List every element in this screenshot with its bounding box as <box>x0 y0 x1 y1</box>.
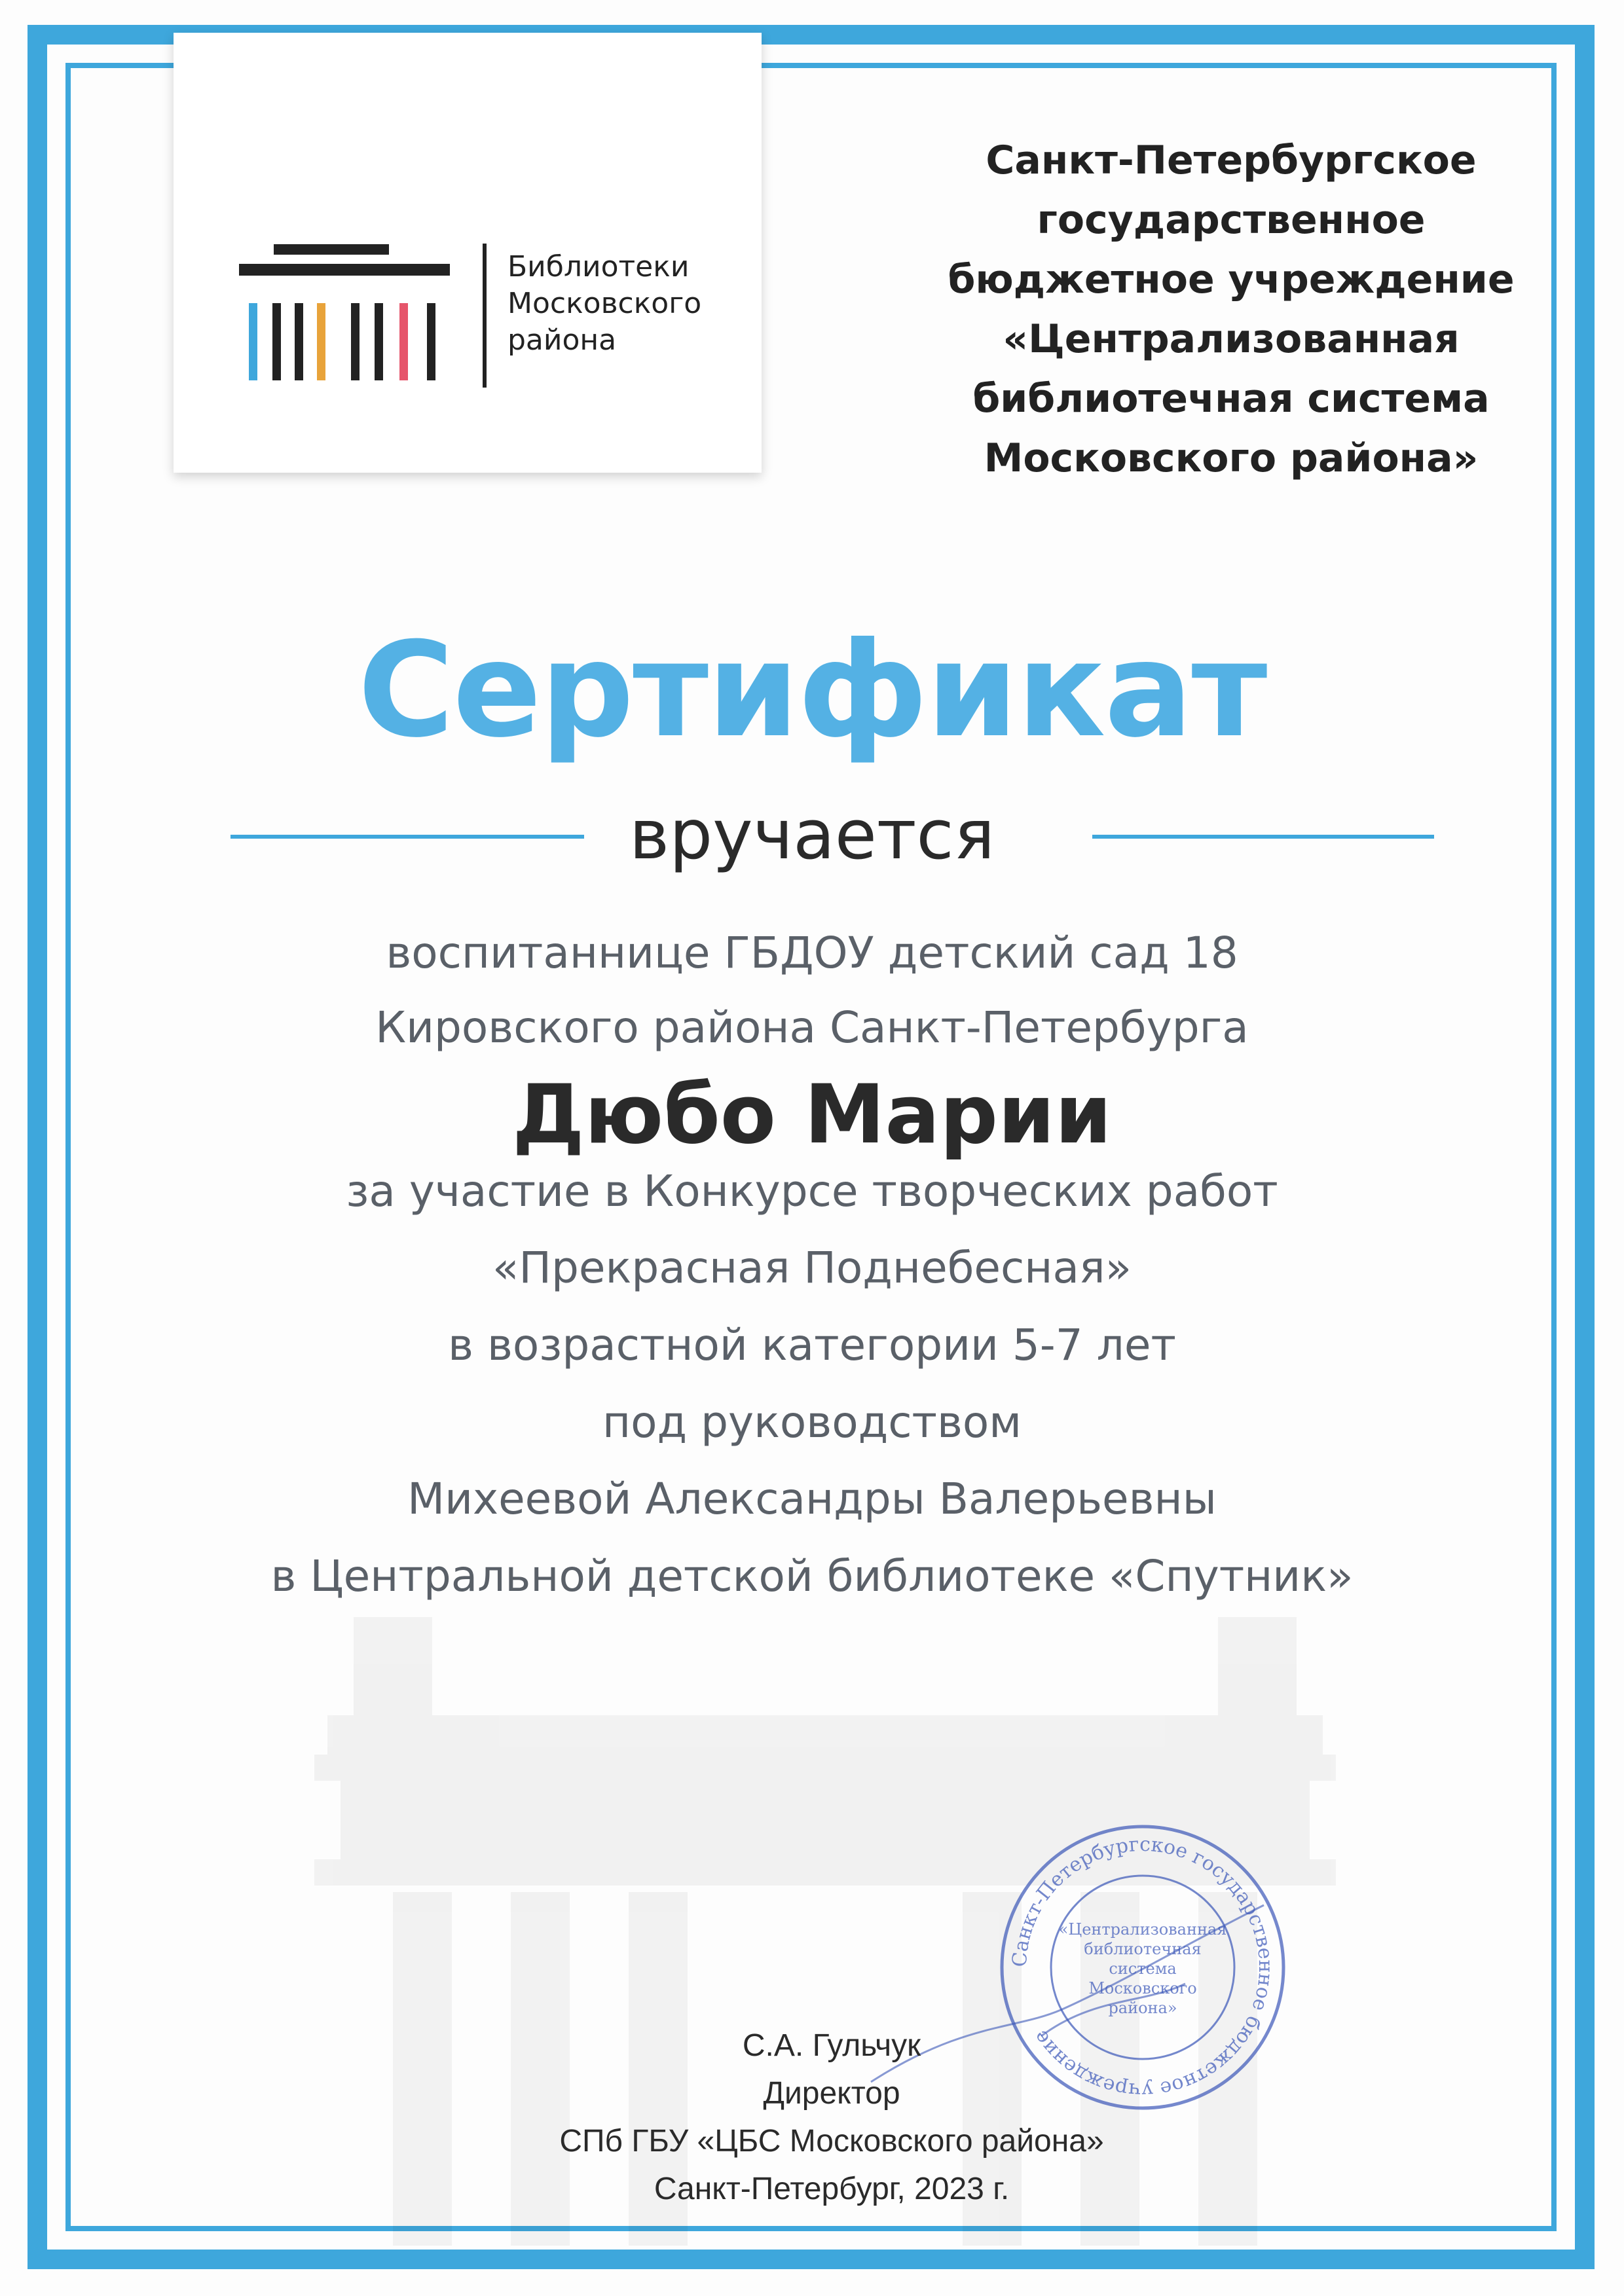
certificate-title: Сертификат <box>358 614 1266 767</box>
divider-right <box>1092 835 1434 839</box>
library-columns-logo-icon <box>223 206 478 396</box>
organization-line: библиотечная система <box>972 376 1490 422</box>
recipient-line-2: Кировского района Санкт-Петербурга <box>375 1002 1249 1053</box>
logo-divider <box>483 244 487 388</box>
logo-line-2: Московского <box>507 287 702 320</box>
details-line-1: за участие в Конкурсе творческих работ <box>346 1166 1278 1216</box>
details-line-4: под руководством <box>602 1397 1022 1448</box>
organization-line: бюджетное учреждение <box>948 257 1515 302</box>
stamp-center-line-2: библиотечная <box>1084 1940 1202 1958</box>
logo-line-3: района <box>507 323 617 357</box>
details-line-6: в Центральной детской библиотеке «Спутник» <box>270 1551 1354 1601</box>
organization-line: Московского района» <box>984 435 1479 481</box>
stamp-center-line-5: района» <box>1108 1999 1177 2017</box>
director-name: С.А. Гульчук <box>742 2028 921 2063</box>
organization-name <box>904 131 1559 488</box>
stamp-center-line-3: система <box>1109 1959 1177 1978</box>
director-organization: СПб ГБУ «ЦБС Московского района» <box>559 2124 1104 2159</box>
awarded-row <box>0 792 1624 877</box>
stamp-ring-text: Санкт-Петербургское государственное бюджетное учреждение <box>1008 1832 1278 2102</box>
organization-line: государственное <box>1037 197 1426 243</box>
director-position: Директор <box>763 2076 900 2111</box>
details-line-3: в возрастной категории 5-7 лет <box>448 1320 1176 1370</box>
details-line-5: Михеевой Александры Валерьевны <box>407 1474 1217 1524</box>
recipient-name: Дюбо Марии <box>512 1068 1112 1162</box>
organization-line: «Централизованная <box>1003 316 1460 362</box>
stamp-center-line-4: Московского <box>1088 1979 1197 1997</box>
awarded-text: вручается <box>629 795 995 875</box>
library-logo-card <box>174 33 762 473</box>
place-and-year: Санкт-Петербург, 2023 г. <box>654 2172 1010 2206</box>
details-line-2: «Прекрасная Поднебесная» <box>492 1243 1132 1293</box>
logo-wordmark <box>507 249 756 359</box>
organization-line: Санкт-Петербургское <box>986 137 1477 183</box>
recipient-line-1: воспитаннице ГБДОУ детский сад 18 <box>386 928 1238 978</box>
logo-line-1: Библиотеки <box>507 250 690 283</box>
stamp-center-line-1: «Централизованная <box>1058 1920 1227 1939</box>
